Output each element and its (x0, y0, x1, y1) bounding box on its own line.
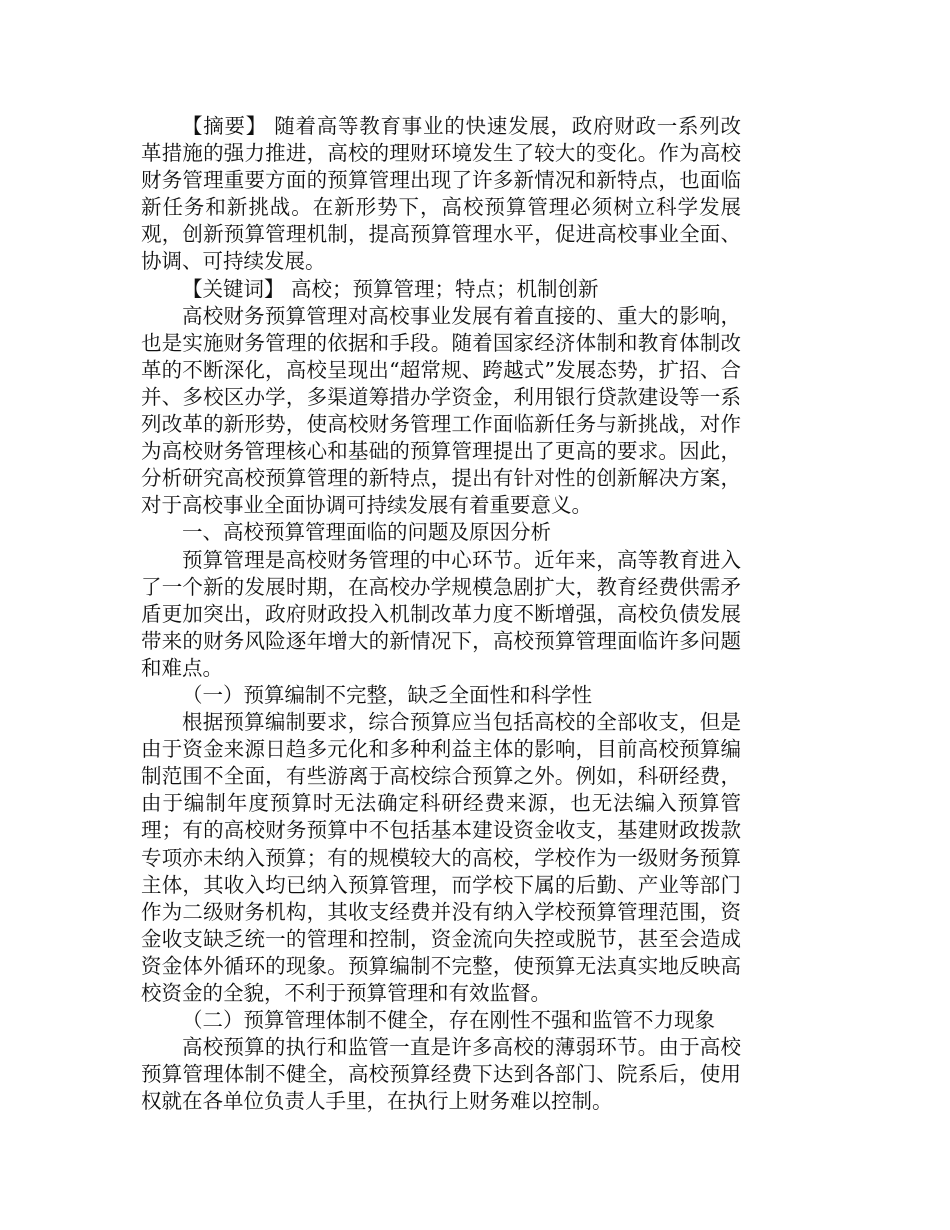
document-body (141, 113, 741, 1115)
subsection-2-paragraph: 高校预算的执行和监管一直是许多高校的薄弱环节。由于高校预算管理体制不健全，高校预算经费下达到各部门、院系后，使用权就在各单位负责人手里，在执行上财务难以控制。 (141, 1035, 741, 1114)
keywords-paragraph: 【关键词】 高校；预算管理；特点；机制创新 (182, 276, 599, 301)
subsection-heading-2: （二）预算管理体制不健全，存在刚性不强和监管不力现象 (182, 1008, 715, 1033)
section-1-paragraph: 预算管理是高校财务管理的中心环节。近年来，高等教育进入了一个新的发展时期，在高校办学规模急剧扩大，教育经费供需矛盾更加突出，政府财政投入机制改革力度不断增强，高校负债发展带来的财务风险逐年增大的新情况下，高校预算管理面临许多问题和难点。 (141, 547, 741, 680)
abstract-paragraph: 【摘要】 随着高等教育事业的快速发展，政府财政一系列改革措施的强力推进，高校的理财环境发生了较大的变化。作为高校财务管理重要方面的预算管理出现了许多新情况和新特点，也面临新任务和新挑战。在新形势下，高校预算管理必须树立科学发展观，创新预算管理机制，提高预算管理水平，促进高校事业全面、协调、可持续发展。 (141, 114, 741, 274)
intro-paragraph: 高校财务预算管理对高校事业发展有着直接的、重大的影响，也是实施财务管理的依据和手段。随着国家经济体制和教育体制改革的不断深化，高校呈现出“超常规、跨越式”发展态势，扩招、合并、多校区办学，多渠道筹措办学资金，利用银行贷款建设等一系列改革的新形势，使高校财务管理工作面临新任务与新挑战，对作为高校财务管理核心和基础的预算管理提出了更高的要求。因此，分析研究高校预算管理的新特点，提出有针对性的创新解决方案，对于高校事业全面协调可持续发展有着重要意义。 (141, 303, 741, 518)
section-heading-1: 一、高校预算管理面临的问题及原因分析 (182, 520, 551, 545)
subsection-heading-1: （一）预算编制不完整，缺乏全面性和科学性 (182, 682, 592, 707)
subsection-1-paragraph: 根据预算编制要求，综合预算应当包括高校的全部收支，但是由于资金来源日趋多元化和多种利益主体的影响，目前高校预算编制范围不全面，有些游离于高校综合预算之外。例如，科研经费，由于编制年度预算时无法确定科研经费来源，也无法编入预算管理；有的高校财务预算中不包括基本建设资金收支，基建财政拨款专项亦未纳入预算；有的规模较大的高校，学校作为一级财务预算主体，其收入均已纳入预算管理，而学校下属的后勤、产业等部门作为二级财务机构，其收支经费并没有纳入学校预算管理范围，资金收支缺乏统一的管理和控制，资金流向失控或脱节，甚至会造成资金体外循环的现象。预算编制不完整，使预算无法真实地反映高校资金的全貌，不利于预算管理和有效监督。 (141, 710, 741, 1005)
